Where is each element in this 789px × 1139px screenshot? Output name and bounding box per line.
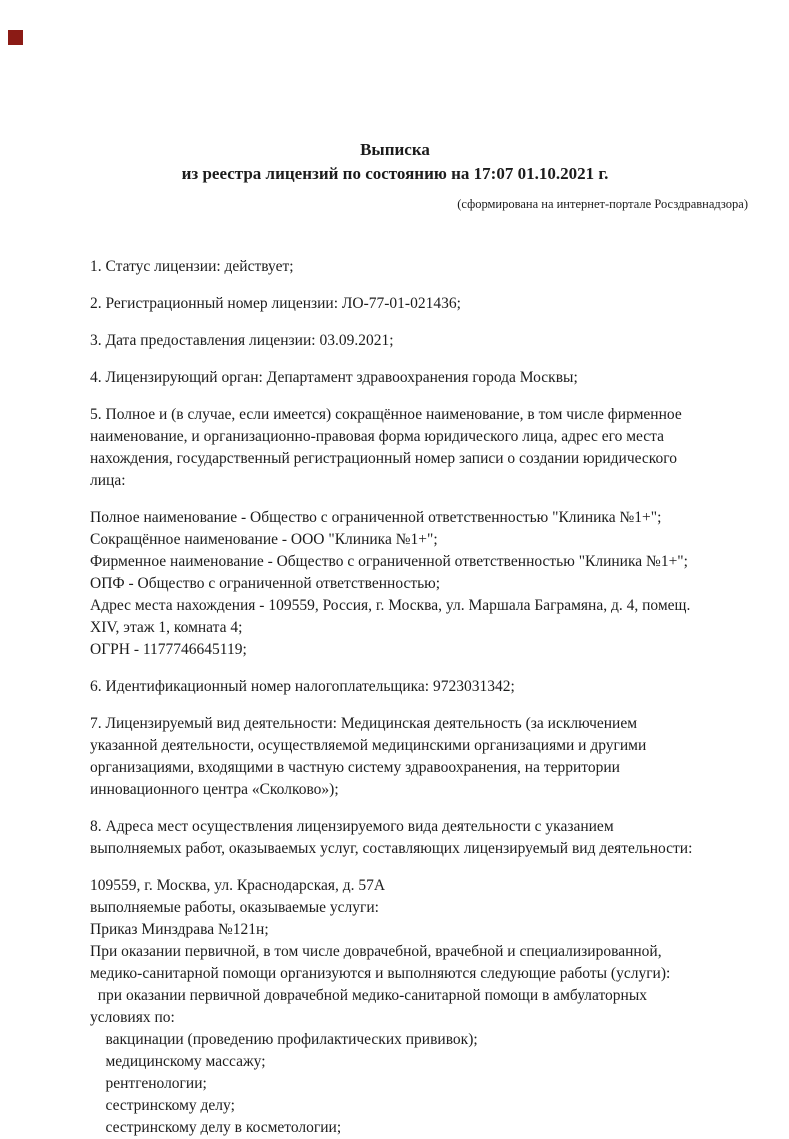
text-line: 3. Дата предоставления лицензии: 03.09.2021;: [90, 332, 394, 349]
text-line: При оказании первичной, в том числе доврачебной, врачебной и специализированной, медико-санитарной помощи организуются и выполняются следующие работы (услуги):: [90, 943, 671, 982]
paragraph-taxpayer-number: [90, 676, 700, 698]
text-line: 7. Лицензируемый вид деятельности: Медицинская деятельность (за исключением указанной деятельности, осуществляемой медицинскими организациями и другими организациями, входящими в частную систему здравоохранения, на территории инновационного центра «Сколково»);: [90, 715, 651, 798]
paragraph-licensing-authority: [90, 367, 700, 389]
paragraph-grant-date: [90, 330, 700, 352]
paragraph-address-and-works: [90, 875, 700, 1139]
text-line: 109559, г. Москва, ул. Краснодарская, д. 57А: [90, 877, 386, 894]
text-line: Сокращённое наименование - ООО "Клиника №1+";: [90, 531, 438, 548]
text-line: при оказании первичной доврачебной медико-санитарной помощи в амбулаторных условиях по:: [90, 987, 651, 1026]
paragraph-license-status: [90, 256, 700, 278]
text-line: сестринскому делу;: [90, 1097, 235, 1114]
text-line: 2. Регистрационный номер лицензии: ЛО-77-01-021436;: [90, 295, 461, 312]
generated-on-portal-note: (сформирована на интернет-портале Росздравнадзора): [457, 197, 748, 211]
text-line: медицинскому массажу;: [90, 1053, 266, 1070]
corner-mark: [8, 30, 23, 45]
text-line: 4. Лицензирующий орган: Департамент здравоохранения города Москвы;: [90, 369, 578, 386]
text-line: 6. Идентификационный номер налогоплательщика: 9723031342;: [90, 678, 515, 695]
text-line: 5. Полное и (в случае, если имеется) сокращённое наименование, в том числе фирменное наименование, и организационно-правовая форма юридического лица, адрес его места нахождения, государственный регистрационный номер записи о создании юридического лица:: [90, 406, 686, 489]
text-line: 1. Статус лицензии: действует;: [90, 258, 294, 275]
document-title-line1: Выписка: [360, 140, 430, 159]
text-line: рентгенологии;: [90, 1075, 207, 1092]
document-body: [90, 256, 700, 1139]
paragraph-addresses-intro: [90, 816, 700, 860]
paragraph-organization-details: [90, 507, 700, 661]
document-title-line2: из реестра лицензий по состоянию на 17:07 01.10.2021 г.: [181, 164, 609, 183]
text-line: Фирменное наименование - Общество с ограниченной ответственностью "Клиника №1+";: [90, 553, 688, 570]
text-line: 8. Адреса мест осуществления лицензируемого вида деятельности с указанием выполняемых работ, оказываемых услуг, составляющих лицензируемый вид деятельности:: [90, 818, 693, 857]
text-line: ОПФ - Общество с ограниченной ответственностью;: [90, 575, 441, 592]
paragraph-registration-number: [90, 293, 700, 315]
text-line: Приказ Минздрава №121н;: [90, 921, 269, 938]
text-line: ОГРН - 1177746645119;: [90, 641, 247, 658]
text-line: Полное наименование - Общество с ограниченной ответственностью "Клиника №1+";: [90, 509, 662, 526]
text-line: Адрес места нахождения - 109559, Россия, г. Москва, ул. Маршала Баграмяна, д. 4, помещ. XIV, этаж 1, комната 4;: [90, 597, 695, 636]
document-title: [90, 138, 700, 186]
paragraph-licensed-activity: [90, 713, 700, 801]
paragraph-organization-intro: [90, 404, 700, 492]
text-line: выполняемые работы, оказываемые услуги:: [90, 899, 379, 916]
text-line: вакцинации (проведению профилактических прививок);: [90, 1031, 478, 1048]
text-line: сестринскому делу в косметологии;: [90, 1119, 342, 1136]
